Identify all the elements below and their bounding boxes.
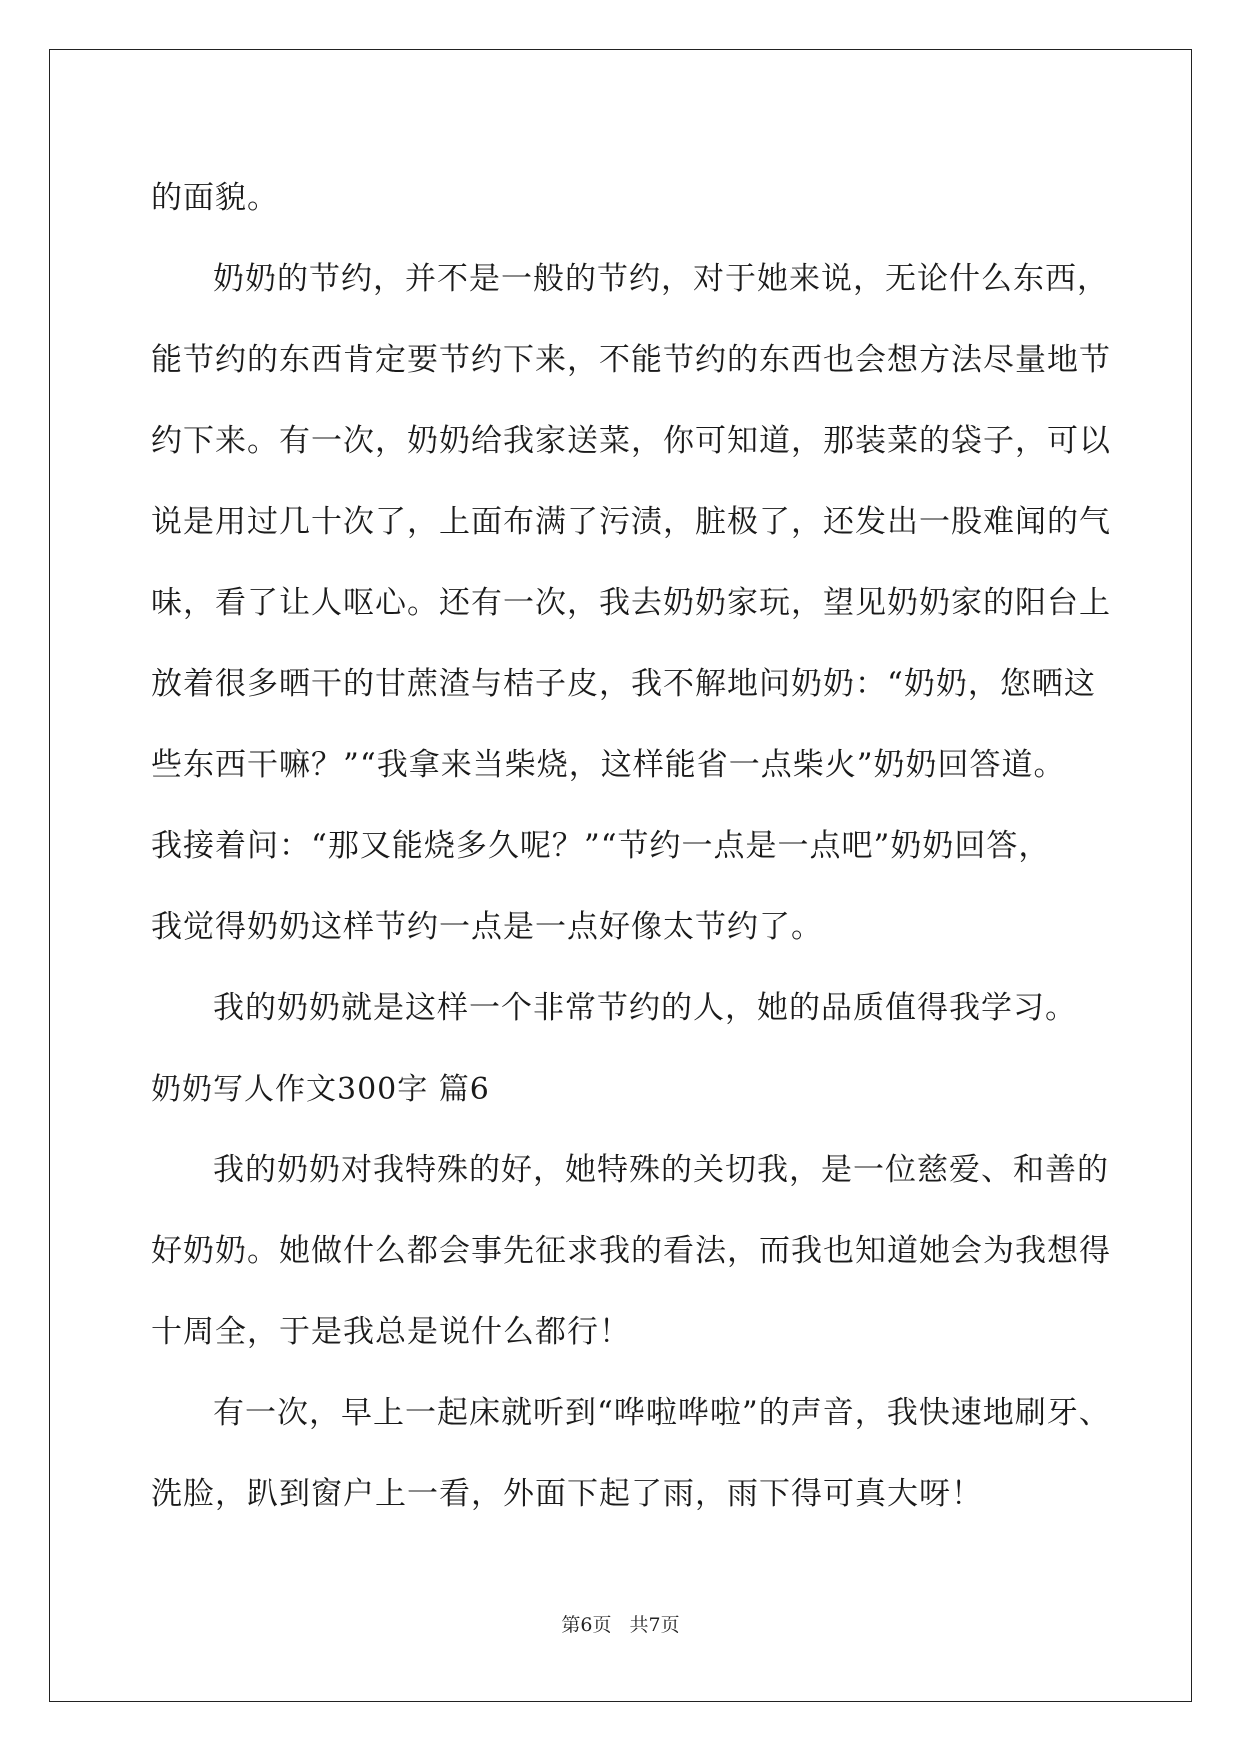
- document-body: [151, 158, 1111, 1535]
- text-line-9: 我接着问：“那又能烧多久呢？”“节约一点是一点吧”奶奶回答，: [151, 828, 1051, 864]
- text-line-8: 些东西干嘛？”“我拿来当柴烧，这样能省一点柴火”奶奶回答道。: [151, 747, 1066, 783]
- text-line-17: 洗脸，趴到窗户上一看，外面下起了雨，雨下得可真大呀！: [151, 1476, 983, 1512]
- text-line-2: 奶奶的节约，并不是一般的节约，对于她来说，无论什么东西，: [213, 261, 1109, 297]
- text-line-14: 好奶奶。她做什么都会事先征求我的看法，而我也知道她会为我想得: [151, 1233, 1111, 1269]
- text-line-10: 我觉得奶奶这样节约一点是一点好像太节约了。: [151, 909, 823, 945]
- text-line-3: 能节约的东西肯定要节约下来，不能节约的东西也会想方法尽量地节: [151, 342, 1111, 378]
- text-line-13: 我的奶奶对我特殊的好，她特殊的关切我，是一位慈爱、和善的: [213, 1152, 1109, 1188]
- text-line-1: 的面貌。: [151, 180, 279, 216]
- text-line-11: 我的奶奶就是这样一个非常节约的人，她的品质值得我学习。: [213, 990, 1077, 1026]
- text-line-16: 有一次，早上一起床就听到“哗啦哗啦”的声音，我快速地刷牙、: [213, 1395, 1111, 1431]
- page-footer: [0, 1612, 1241, 1638]
- text-line-5: 说是用过几十次了，上面布满了污渍，脏极了，还发出一股难闻的气: [151, 504, 1111, 540]
- text-line-7: 放着很多晒干的甘蔗渣与桔子皮，我不解地问奶奶：“奶奶，您晒这: [151, 666, 1096, 702]
- section-heading: 奶奶写人作文300字 篇6: [151, 1072, 490, 1107]
- text-line-15: 十周全，于是我总是说什么都行！: [151, 1314, 631, 1350]
- page-total: 共7页: [629, 1614, 680, 1636]
- page-number: 第6页: [561, 1614, 612, 1636]
- text-line-4: 约下来。有一次，奶奶给我家送菜，你可知道，那装菜的袋子，可以: [151, 423, 1111, 459]
- text-line-6: 味，看了让人呕心。还有一次，我去奶奶家玩，望见奶奶家的阳台上: [151, 585, 1111, 621]
